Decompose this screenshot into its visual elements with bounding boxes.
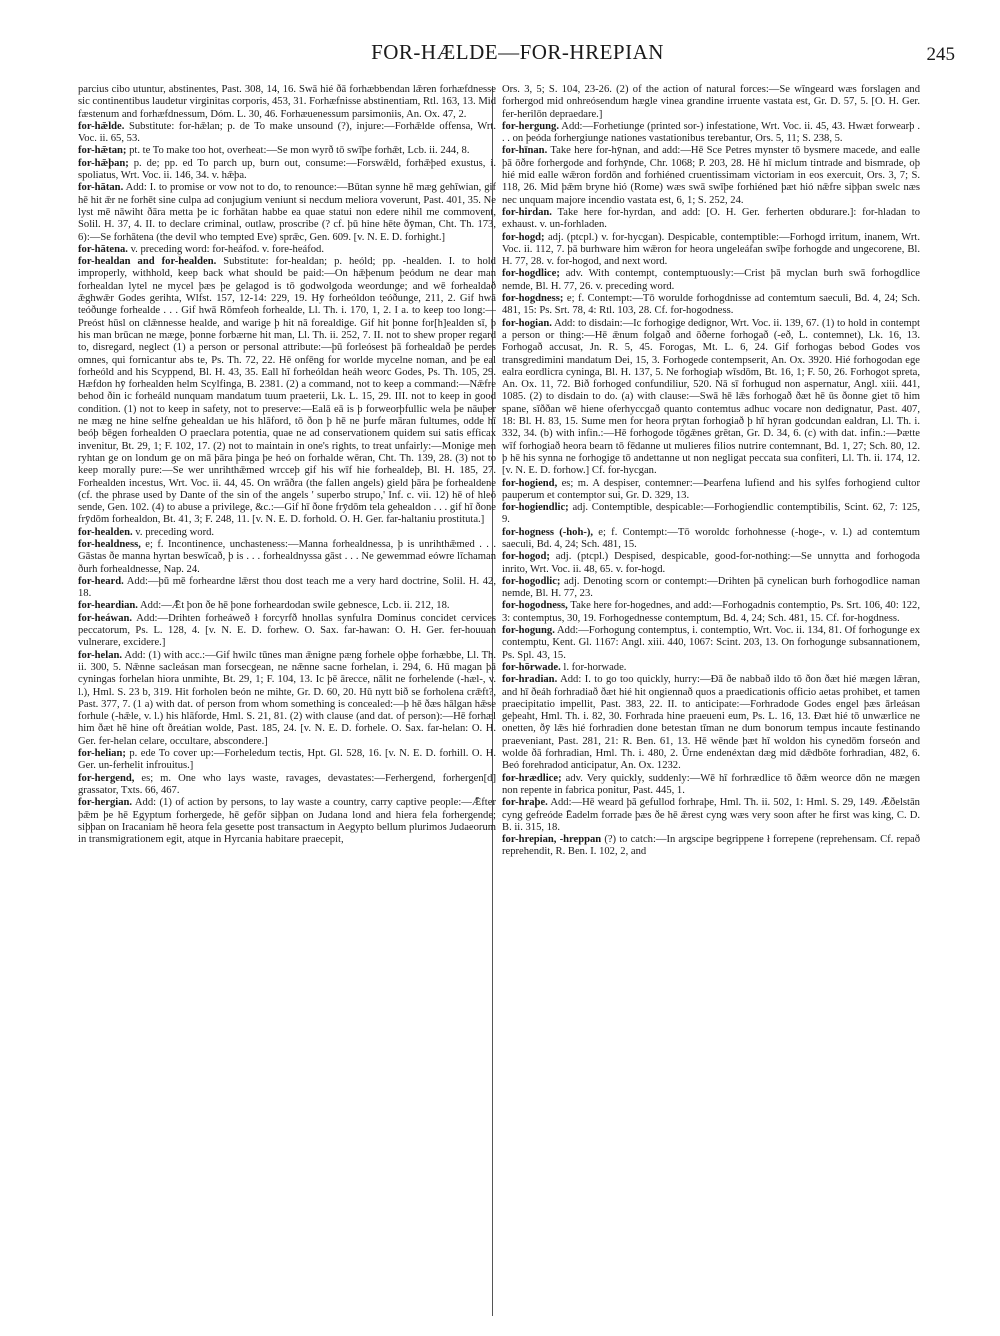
dictionary-entry xyxy=(502,527,920,552)
dictionary-entry xyxy=(502,773,920,798)
dictionary-entry xyxy=(78,576,496,601)
dictionary-entry xyxy=(502,625,920,662)
dictionary-entry xyxy=(502,84,920,121)
definition-text: adv. Very quickly, suddenly:—Wē hī forhrædlice tō ðǣm weorce dōn ne mægen non repente in fabrica ponitur, Past. 445, 1. xyxy=(502,772,920,796)
definition-text: adj. Contemptible, despicable:—Forhogiendlic contemptibilis, Scint. 62, 7: 125, 9. xyxy=(502,502,920,526)
definition-text: Add:—Forhogung contemptus, i. contemptio, Wrt. Voc. ii. 134, 81. Of forhogunge ex contemptu, Kent. Gl. 1167: Angl. xiii. 440, 1067: Scint. 203, 13. On forhogunge subsannationem, Ps. Spl. 43, 15. xyxy=(502,625,920,661)
headword: for-hīnan. xyxy=(502,145,548,157)
dictionary-entry xyxy=(78,158,496,183)
dictionary-entry xyxy=(502,232,920,269)
dictionary-entry xyxy=(502,145,920,206)
headword: for-hogodlic; xyxy=(502,575,561,587)
definition-text: Add:—Forhetiunge (printed sor-) infestatione, Wrt. Voc. ii. 45, 43. Hwæt forwearþ . . . on þeóda forhergiunge nationes vastationibus terebantur, Ors. 5, 11; S. 238, 5. xyxy=(502,120,920,145)
definition-text: e; f. Incontinence, unchasteness:—Manna forhealdnessa, þ is unrihthǣmed . . . Gāstas ðe manna hyrtan beswīcað, þ is . . . forhealdnyssa gāst . . . Ne gewemmad eówre līchaman ðurh forhealdnesse, Nap. 24. xyxy=(78,538,496,575)
dictionary-entry xyxy=(78,600,496,612)
definition-text: Add: I. to promise or vow not to do, to renounce:—Būtan synne hē mæg gehīwian, gif hē hit ǣr ne forhēt sine culpa ad conjugium veniunt si necdum meliora voverunt, Past. 401, 35. Ne lyst mē nāwiht ðāra metta þe ic forhātan habbe ea quae statui non edere nihil me commovent, Solil. H. 37, 4. II. to declare criminal, outlaw, proscribe (? cf. þū hine hēte ðȳman, Cht. Th. 173, 6):—Se forhātena (the devil who tempted Eve) sprǣc, Gen. 609. [v. N. E. D. forhight.] xyxy=(78,182,496,243)
page-number: 245 xyxy=(926,44,955,65)
headword: for-hogodness, xyxy=(502,600,568,612)
left-column xyxy=(78,84,496,1314)
headword: for-hradian. xyxy=(502,674,558,686)
headword: for-hǣlde. xyxy=(78,120,125,132)
headword: for-hātena. xyxy=(78,243,128,255)
headword: for-hogdlice; xyxy=(502,268,560,280)
dictionary-entry xyxy=(78,773,496,798)
dictionary-entry xyxy=(78,84,496,121)
definition-text: Add: I. to go too quickly, hurry:—Ðā ðe nabbað ildo tō ðon ðæt hié mægen lǣran, and hī ðeáh forhradiað ðæt hié hit ongiennað quos a praedicationis officio aetas prohibet, et tamen praecipitatio impellit, Past. 383, 22. II. to anticipate:—Forhradode Godes engel þæs ārleásan geþeaht, Hml. Th. i. 82, 30. Forhrada hine praeueni eum, Ps. L. 16, 13. Ðæt hié tō unwærlice ne onetten, ðȳ lǣs hié forhradien done betestan tīman ne dum bonorum tempus incaute festinando praeveniant, Past. 281, 21: R. Ben. 61, 13. Hē wēnde þæt hī woldon his cynedōm forseón and wolde ðā forhradian, Hml. Th. i. 480, 2. Ūrne endenéxtan dæg mid dǣdbōte forhradian, 482, 6. Beó forehradod anticipatur, An. Ox. 1232. xyxy=(502,674,920,772)
definition-text: adj. Denoting scorn or contempt:—Drihten þā cynelican burh forhogodlice naman nemde, Bl. H. 77, 23. xyxy=(502,575,920,600)
headword: for-hirdan. xyxy=(502,206,552,218)
definition-text: l. for-horwade. xyxy=(563,661,627,673)
headword: for-hogiendlic; xyxy=(502,502,569,514)
headword: for-hogd; xyxy=(502,231,545,243)
headword: for-healden. xyxy=(78,526,133,538)
headword: for-hǣþan; xyxy=(78,157,129,169)
headword: for-hergian. xyxy=(78,797,133,809)
definition-text: Add:—þū mē forheardne lǣrst thou dost teach me a very hard doctrine, Solil. H. 42, 18. xyxy=(78,575,496,600)
headword: for-hogiend, xyxy=(502,477,558,489)
headword: for-hogod; xyxy=(502,551,550,563)
dictionary-entry xyxy=(502,662,920,674)
headword: for-hogdness; xyxy=(502,293,564,305)
definition-text: e; f. Contempt:—Tō worulde forhogdnisse ad contemtum saeculi, Bd. 4, 24; Sch. 481, 15: Ps. Srt. 78, 4: Rtl. 103, 28. Cf. for-hogodness. xyxy=(502,293,920,317)
definition-text: p. ede To cover up:—Forheledum tectis, Hpt. Gl. 528, 16. [v. N. E. D. forhill. O. H. Ger. un-ferhelit infrouitus.] xyxy=(78,748,496,772)
dictionary-entry xyxy=(78,650,496,748)
definition-text: adj. (ptcpl.) Despised, despicable, good-for-nothing:—Se unnytta and forhogoda inrito, Wrt. Voc. ii. 48, 65. v. for-hogd. xyxy=(502,551,920,575)
dictionary-entry xyxy=(78,797,496,846)
headword: for-hrædlice; xyxy=(502,772,562,784)
headword: for-hātan. xyxy=(78,182,124,194)
headword: for-hǣtan; xyxy=(78,145,127,157)
dictionary-entry xyxy=(502,318,920,478)
definition-text: p. de; pp. ed To parch up, burn out, consume:—Forswǣld, forhǣþed exustus, i. spoliatus, Wrt. Voc. ii. 146, 34. v. hǣþa. xyxy=(78,157,496,182)
dictionary-entry xyxy=(78,748,496,773)
headword: for-heard. xyxy=(78,575,124,587)
definition-text: parcius cibo utuntur, abstinentes, Past. 308, 14, 16. Swā hié ðā forhæbbendan lǣren forhæfdnesse sic continentibus laudetur virginitas corporis, 453, 31. Forhæfnisse abstinentiam, Rtl. 163, 13. Mid fæstenum and forhæfdnessum, Dóm. L. 30, 46. Forhæuenessum parsimoniis, An. Ox. 47, 2. xyxy=(78,84,496,120)
page-header xyxy=(80,38,955,68)
dictionary-entry xyxy=(502,207,920,232)
dictionary-entry xyxy=(78,182,496,243)
dictionary-entry xyxy=(78,539,496,576)
headword: for-hogian. xyxy=(502,317,552,329)
headword: for-hogness (-hoh-), xyxy=(502,526,594,538)
definition-text: Add: to disdain:—Ic forhogige dedignor, Wrt. Voc. ii. 139, 67. (1) to hold in contempt a person or thing:—Hē ǣnum folgað and ōðerne forhogað (-eð, L. contemnet), Lk. 16, 13. Forhogað accusat, Jn. R. 5, 45. Forogas, Mt. L. 6, 24. Gif forhogas bebod Godes vos transgredimini mandatum Dei, 15, 3. Forhogede contempserit, An. Ox. 3920. Hié forhogodan ege ealra eordlicra cyninga, Bl. H. 137, 5. Ne forhogiaþ wīsdōm, Bt. 16, 1; F. 50, 26. Forhogot spreta, An. Ox. 11, 72. Bið forhoged confundiliur, 520. Nā sī forhugud non aspernatur, Angl. xiii. 441, 1085. (2) to disdain to do. (a) with clause:—Swā hē lǣs forhogað ðæt hē ūs ðonne giet tō him spane, sīððan wē hiene oferhyccgað quanto contemtus adhuc vocare non dedignatur, Past. 407, 18: Bl. H. 83, 15. Sume men for heora prȳtan forhogiað þ hī hȳran godcundan ealdran, Ll. Th. i. 332, 34. (b) with infin.:—Hē forhogode tōgǣnes grētan, Gr. D. 34, 6. (c) with dat. infin.:—Þætte wīf forhogiað heora bearn tō fēdanne ut mulieres filios nutrire contemnant, Bd. 1, 27; Sch. 80, 12. þ hē his synna ne forhogige tō andettanne ut non negligat peccata sua confiteri, Ll. Th. ii. 174, 12. [v. N. E. D. forhow.] Cf. for-hycgan. xyxy=(502,317,920,477)
definition-text: pt. te To make too hot, overheat:—Se mon wyrð tō swīþe forhǣt, Lcb. ii. 244, 8. xyxy=(129,145,470,157)
definition-text: Add:—Ǣt þon ðe hē þone forheardodan swile gebnesce, Lcb. ii. 212, 18. xyxy=(140,600,450,612)
dictionary-entry xyxy=(502,121,920,146)
dictionary-entry xyxy=(502,478,920,503)
definition-text: Substitute: for-healdan; p. heóld; pp. -healden. I. to hold improperly, withhold, keep back what should be paid:—On hǣþenum þeódum ne dear man forhealdan lytel ne mycel þæs þe gelagod is tō godwolgoda weordunge; and wē forhealdað ǣghwǣr Godes gerihta, Wlfst. 157, 12-14: 229, 19. Hȳ forheóldon teóðunge, 211, 2. Gif hwā teóðunge forhealde . . . Gif hwā Rōmfeoh forhealde, Ll. Th. i. 170, 1, 2. I a. to keep too long:—Preóst hūsl on clǣnnesse healde, and warige þ hit nā forealdige. Gif hit þonne for[h]ealden sī, þ his man brūcan ne mæge, þonne forbærne hit man, Ll. Th. ii. 252, 7. II. not to shew proper regard to, disregard, neglect (1) a person or personal attribute:—þū forleósest þā forhealdað þe perdes omnes, qui fornicantur abs te, Ps. Th. 72, 22. Hē onfēng for worlde mycelne noman, and þe eal forheóld and his Scyppend, Bl. H. 43, 35. Eall hī forheóldan heáh weorc Godes, Ps. Th. 105, 29. Hæfdon hȳ forhealden helm Scylfinga, B. 2381. (2) a command, not to keep a command:—Nǣfre behod ðin ic forheáld nunquam mandatum tuum praeterii, Lk. L. 15, 29. III. not to keep in good condition. (1) not to keep in safety, not to preserve:—Ealā eā is þ forweorþfullic wela þe nāuþer ne mæg ne hine selfne gehealdan ue his hlāford, tō ðon þ hē ne þurfe māran fultumes, odde hī beóþ bēgen forhealden O praeclara potentia, quae ne ad conservationem quidem sui satis efficax invenitur, Bt. 29, 1; F. 102, 17. (2) not to maintain in one's rights, to treat unfairly:—Monige men ryhtan ge on londum ge on mā þāra þinga þe heó on forhalde wēran, Cht. Th. 139, 28. (3) not to keep morally pure:—Se wer unrihthǣmed wrcceþ gif his wīf hie forhealdeþ, Bl. H. 185, 27. Forhealden incestus, Wrt. Voc. ii. 44, 45. On wrāðra (the fallen angels) gield þāra þe forhealdene (cf. the phrase used by Dante of the sin of the angels ' superbo strupo,' Inf. c. vii. 12) hē of hleó sende, Gen. 102. (4) to abuse a privilege, &c.:—Gif hī ðone frȳdōm tela gehealdon . . . gif hī ðone frȳdōm forhealdon, Bt. 41, 3; F. 248, 11. [v. N. E. D. forhold. O. H. Ger. far-haltaniu prostituta.] xyxy=(78,256,496,526)
dictionary-entry xyxy=(78,527,496,539)
definition-text: es; m. One who lays waste, ravages, devastates:—Ferhergend, forhergen[d] grassator, Txts. 66, 467. xyxy=(78,772,496,796)
definition-text: Take here for-hogednes, and add:—Forhogadnis contemptio, Ps. Srt. 106, 40: 122, 3: contemptus, 30, 19. Forhogednesse contemptum, Bd. 4, 24; Sch. 481, 15. Cf. for-hogdness. xyxy=(502,600,920,624)
right-column xyxy=(502,84,920,1314)
definition-text: Add:—Drihten forheáweð ł forcyrfð hnollas synfulra Dominus concidet cervices peccatorum, Ps. L. 128, 4. [v. N. E. D. forhew. O. Sax. far-hawan: O. H. Ger. fer-houuan vulnerare, excidere.] xyxy=(78,612,496,649)
definition-text: e; f. Contempt:—Tō woroldc forhohnesse (-hoge-, v. l.) ad contemtum saeculi, Bd. 4, 24; Sch. 481, 15. xyxy=(502,526,920,550)
dictionary-entry xyxy=(502,834,920,859)
dictionary-entry xyxy=(502,268,920,293)
definition-text: Take here for-hȳnan, and add:—Hē Sce Petres mynster tō bysmere macede, and ealle þā ōðre forhergode and forhȳnde, Chr. 1068; P. 203, 28. Hē hī miclum tintrade and bismrade, oþ hié mid ealle wǣron fordōn and forhiéned cruentissimam victoriam in eos exercuit, Ors. 3, 7; S. 118, 26. Mid þǣm bryne hió (Rome) wæs swā swīþe forhiéned þæt hió nǣfre siþþan swelc næs nec unquam majore incendio vastata est, 6, 1; S. 252, 24. xyxy=(502,145,920,206)
dictionary-entry xyxy=(502,551,920,576)
definition-text: Substitute: for-hǣlan; p. de To make unsound (?), injure:—Forhǣlde offensa, Wrt. Voc. ii. 65, 53. xyxy=(78,120,496,145)
headword: for-healdness, xyxy=(78,538,141,550)
headword: for-hergung. xyxy=(502,120,559,132)
headword: for-hrepian, -hreppan xyxy=(502,834,602,846)
definition-text: Add: (1) with acc.:—Gif hwilc tūnes man ǣnigne pæng forhele oþþe forhæbbe, Ll. Th. ii. 300, 5. Nǣnne sacleásan man forsecgean, ne nǣnne sacne forhelan, i. 294, 6. Hū magan þā cyningas forhelan hiora unmihte, Bt. 29, 1; F. 104, 13. Ic þē ārecce, nālit ne forhelende (-hæl-, v. l.), Hml. S. 23 b, 319. Hit forholen beón ne mihte, Gr. D. 60, 20. Hū nytt bið se forholena crǣft?, Past. 377, 7. (1 a) with dat. of person from whom something is concealed:—þ hē ðæs hālgan hǣse forhule (-hǣle, v. l.) his hlāforde, Hml. S. 21, 81. (2) with clause (and dat. of person):—Hē forhæl him ðæt hē hine oft ðreátian wolde, Past. 185, 24. [v. N. E. D. forhele. O. Sax. far-helan: O. H. Ger. fer-helan celare, occultare, abscondere.] xyxy=(78,649,496,747)
definition-text: Ors. 3, 5; S. 104, 23-26. (2) of the action of natural forces:—Se wīngeard wæs forslagen and forhergod mid onhreósendum hægle vinea grandine irruente vastata est, Gr. D. 57, 5. [O. H. Ger. fer-herilōn depraedare.] xyxy=(502,84,920,120)
definition-text: Add:—Hē weard þā gefullod forhraþe, Hml. Th. ii. 502, 1: Hml. S. 29, 149. Ǣðelstān cyng gefreóde Ēadelm forrade þæs ðe hē ǣrest cyng wæs very soon after he first was king, C. D. B. ii. 315, 18. xyxy=(502,797,920,833)
headword: for-hogung. xyxy=(502,625,555,637)
dictionary-entry xyxy=(78,613,496,650)
headword: for-helian; xyxy=(78,748,126,760)
dictionary-entry xyxy=(78,121,496,146)
headword: for-healdan and for-healden. xyxy=(78,256,217,268)
definition-text: Add: (1) of action by persons, to lay waste a country, carry captive people:—Ǣfter þǣm þe hē Egyptum forhergede, hē gefōr siþþan on Judana lond and hiera fela forhergende; siþþan on Iracaniam hē heora fela gesette post transactum in Aegypto bellum plurimos Judaeorum in transmigrationem egit, atque in Hyrcania habitare praecepit, xyxy=(78,797,496,846)
dictionary-entry xyxy=(502,293,920,318)
definition-text: v. preceding word: for-heáfod. v. fore-heáfod. xyxy=(130,243,325,255)
headword: for-hōrwade. xyxy=(502,661,561,673)
definition-text: Take here for-hyrdan, and add: [O. H. Ger. ferherten obdurare.]: for-hladan to exhaust. v. un-forhladen. xyxy=(502,206,920,231)
headword: for-hergend, xyxy=(78,772,135,784)
definition-text: es; m. A despiser, contemner:—Þearfena lufiend and his sylfes forhogiend cultor pauperum et contemptor sui, Gr. D. 329, 13. xyxy=(502,477,920,501)
dictionary-entry xyxy=(78,244,496,256)
dictionary-entry xyxy=(78,256,496,527)
headword: for-hraþe. xyxy=(502,797,548,809)
dictionary-entry xyxy=(502,797,920,834)
dictionary-entry xyxy=(502,674,920,772)
headword: for-heáwan. xyxy=(78,612,133,624)
dictionary-entry xyxy=(502,600,920,625)
dictionary-entry xyxy=(502,576,920,601)
dictionary-entry xyxy=(502,502,920,527)
definition-text: adv. With contempt, contemptuously:—Crist þā myclan burh swā forhogdlice nemde, Bl. H. 77, 26. v. preceding word. xyxy=(502,268,920,292)
definition-text: v. preceding word. xyxy=(135,526,215,538)
dictionary-entry xyxy=(78,145,496,157)
running-title: FOR-HÆLDE—FOR-HREPIAN xyxy=(371,40,664,64)
definition-text: adj. (ptcpl.) v. for-hycgan). Despicable, contemptible:—Forhogd irritum, inanem, Wrt. Voc. ii. 112, 7. þā burhware him wǣron for heora ungeleáfan swīþe forhogde and ungecorene, Bl. H. 77, 28. v. for-hogod, and next word. xyxy=(502,231,920,268)
definition-text: (?) to catch:—In argscipe begrippene ł forrepene (reprehensam. Cf. repað reprehendit, R. Ben. I. 102, 2, and xyxy=(502,834,920,858)
headword: for-helan. xyxy=(78,649,123,661)
headword: for-heardian. xyxy=(78,600,138,612)
